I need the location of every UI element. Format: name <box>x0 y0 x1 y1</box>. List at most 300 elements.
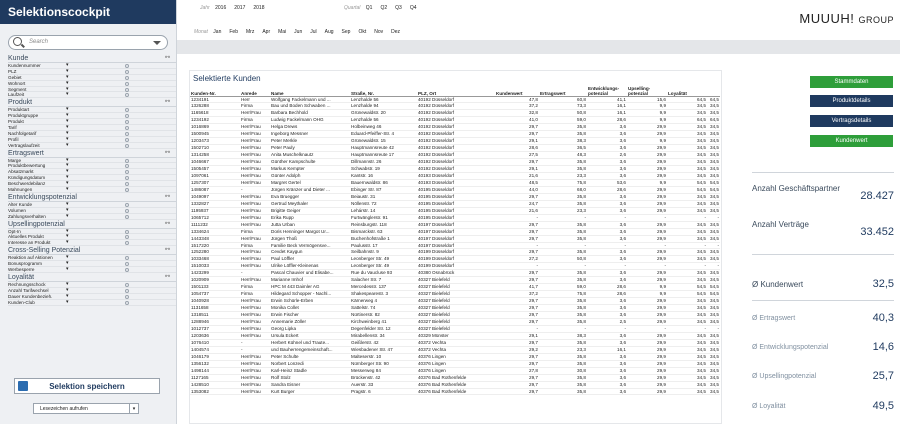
table-cell: 40192 Düsseldorf <box>417 110 495 117</box>
link-icon[interactable]: ⚯ <box>164 193 170 200</box>
table-row[interactable] <box>190 103 720 110</box>
table-cell: 1443348 <box>190 235 240 242</box>
column-header[interactable]: Straße, Nr. <box>350 84 417 96</box>
table-cell: Herr/Frau <box>240 193 270 200</box>
link-icon[interactable]: ⚯ <box>164 273 170 280</box>
table-cell: 29,9 <box>627 159 667 166</box>
chevron-down-icon[interactable]: ▾ <box>66 67 69 74</box>
year-option[interactable]: 2017 <box>234 5 246 11</box>
table-row[interactable] <box>190 96 720 103</box>
table-cell: - <box>587 263 627 270</box>
table-cell: 34,5 <box>707 381 720 388</box>
table-row[interactable] <box>190 305 720 312</box>
chevron-down-icon[interactable]: ▾ <box>66 186 69 193</box>
link-icon[interactable]: ⚯ <box>164 247 170 254</box>
month-option[interactable]: Mai <box>278 29 287 35</box>
chevron-down-icon[interactable]: ▾ <box>66 260 69 267</box>
filter-state-circle[interactable] <box>125 295 129 299</box>
table-row[interactable] <box>190 242 720 249</box>
table-cell: 1097061 <box>190 172 240 179</box>
table-cell: Firma <box>240 284 270 291</box>
table-cell: 34,5 <box>707 207 720 214</box>
quarter-option[interactable]: Q3 <box>395 5 402 11</box>
table-cell: 29,9 <box>627 360 667 367</box>
chevron-down-icon[interactable] <box>153 41 161 45</box>
table-cell: 3,6 <box>587 145 627 152</box>
table-row[interactable] <box>190 249 720 256</box>
filter-field[interactable] <box>8 300 176 306</box>
table-cell: 3,6 <box>587 367 627 374</box>
contract-details-button[interactable]: Vertragsdetails <box>810 115 893 127</box>
chevron-down-icon[interactable]: ▾ <box>66 298 69 305</box>
month-option[interactable]: Feb <box>229 29 238 35</box>
table-row[interactable] <box>190 200 720 207</box>
chevron-down-icon[interactable]: ▾ <box>66 266 69 273</box>
bookmark-select[interactable] <box>33 403 139 414</box>
chevron-down-icon[interactable]: ▾ <box>66 112 69 119</box>
table-cell: 40192 Düsseldorf <box>417 131 495 138</box>
table-cell: Herr/Frau <box>240 374 270 381</box>
customer-value-button[interactable]: Kundenwert <box>810 135 893 147</box>
score-development-potential <box>752 341 894 353</box>
table-cell: Herr/Frau <box>240 256 270 263</box>
link-icon[interactable]: ⚯ <box>164 220 170 227</box>
table-cell: Nürnberger Str. 90 <box>350 360 417 367</box>
chevron-down-icon[interactable]: ▾ <box>66 141 69 148</box>
table-cell: 44,0 <box>495 186 539 193</box>
month-option[interactable]: Mrz <box>245 29 255 35</box>
quarter-option[interactable]: Q1 <box>365 5 373 11</box>
filter-field-label: Profil <box>8 136 19 142</box>
table-row[interactable] <box>190 152 720 159</box>
link-icon[interactable]: ⚯ <box>164 99 170 106</box>
filter-state-circle[interactable] <box>125 76 129 80</box>
year-filter <box>200 5 273 11</box>
month-label: Monat <box>194 29 208 35</box>
table-cell: 34,5 <box>667 131 707 138</box>
table-cell: Herr/Frau <box>240 319 270 326</box>
table-cell: Holbeinweg 46 <box>350 124 417 131</box>
filter-field-label: Tarif <box>8 125 17 131</box>
table-row[interactable] <box>190 117 720 124</box>
filter-state-circle[interactable] <box>125 108 129 112</box>
table-row[interactable] <box>190 179 720 186</box>
table-row[interactable] <box>190 131 720 138</box>
filter-field-label: Volumen <box>8 207 26 213</box>
year-option[interactable]: 2016 <box>215 5 227 11</box>
table-cell: - <box>539 263 587 270</box>
table-cell: 73,3 <box>539 103 587 110</box>
table-row[interactable] <box>190 235 720 242</box>
product-details-button[interactable]: Produktdetails <box>810 95 893 107</box>
table-cell: 29,7 <box>495 159 539 166</box>
filter-state-circle[interactable] <box>125 215 129 219</box>
filter-section-header[interactable] <box>8 246 176 255</box>
table-row[interactable] <box>190 312 720 319</box>
filter-field-label: Opt-In <box>8 228 21 234</box>
year-label: Jahr <box>200 5 210 11</box>
table-cell: 64,5 <box>667 96 707 103</box>
month-option[interactable]: Okt <box>358 29 367 35</box>
month-filter <box>194 29 408 35</box>
filter-section-header[interactable] <box>8 273 176 282</box>
filter-field-label: Aktuelles Produkt <box>8 234 44 240</box>
table-cell: Firma <box>240 103 270 110</box>
table-row[interactable] <box>190 270 720 277</box>
month-option[interactable]: Aug <box>324 29 334 35</box>
chevron-down-icon[interactable]: ▾ <box>66 162 69 169</box>
table-cell: 34,5 <box>667 166 707 173</box>
table-row[interactable] <box>190 319 720 326</box>
table-row[interactable] <box>190 186 720 193</box>
kpi-contracts <box>752 220 894 244</box>
table-row[interactable] <box>190 256 720 263</box>
table-cell: Herr/Frau <box>240 152 270 159</box>
chevron-down-icon[interactable]: ▾ <box>66 239 69 246</box>
table-cell: 35,8 <box>539 360 587 367</box>
table-cell: 35,8 <box>539 193 587 200</box>
filter-state-circle[interactable] <box>125 132 129 136</box>
table-cell: 53,6 <box>587 179 627 186</box>
table-cell: Herr/Frau <box>240 145 270 152</box>
month-option[interactable]: Dez <box>391 29 401 35</box>
filter-state-circle[interactable] <box>125 138 129 142</box>
month-option[interactable]: Jun <box>294 29 303 35</box>
table-cell: 40327 Bielefeld <box>417 284 495 291</box>
table-cell: 34,5 <box>707 388 720 395</box>
table-cell: 40376 Lingen <box>417 353 495 360</box>
table-cell: 48,5 <box>495 179 539 186</box>
table-cell: 34,5 <box>707 298 720 305</box>
filter-state-circle[interactable] <box>125 88 129 92</box>
table-cell: 1203473 <box>190 138 240 145</box>
table-cell: 34,5 <box>667 200 707 207</box>
table-cell: - <box>495 325 539 332</box>
filter-state-circle[interactable] <box>125 126 129 130</box>
chevron-down-icon[interactable]: ▾ <box>129 404 138 413</box>
filter-state-circle[interactable] <box>125 182 129 186</box>
table-cell: 40376 Bad Rothenfelde <box>417 388 495 395</box>
table-cell: 29,7 <box>495 319 539 326</box>
filter-state-circle[interactable] <box>125 70 129 74</box>
chevron-down-icon[interactable]: ▾ <box>66 156 69 163</box>
table-cell: 29,9 <box>627 270 667 277</box>
filter-section-title: Upsellingpotenzial <box>8 220 65 228</box>
table-row[interactable] <box>190 221 720 228</box>
filter-state-circle[interactable] <box>125 203 129 207</box>
table-cell: - <box>627 214 667 221</box>
table-cell: 29,7 <box>495 374 539 381</box>
table-cell: 3,6 <box>587 249 627 256</box>
table-cell: 1046179 <box>190 353 240 360</box>
table-row[interactable] <box>190 277 720 284</box>
filter-field-label: Kündigungsdatum <box>8 175 46 181</box>
filter-section-header[interactable] <box>8 149 176 158</box>
table-cell: 1318511 <box>190 312 240 319</box>
table-cell: - <box>495 263 539 270</box>
kpi-value: 28.427 <box>860 190 894 202</box>
filter-state-circle[interactable] <box>125 64 129 68</box>
table-row[interactable] <box>190 214 720 221</box>
table-cell: 35,8 <box>539 159 587 166</box>
month-option[interactable]: Sep <box>341 29 351 35</box>
search-input[interactable] <box>8 35 168 50</box>
table-row[interactable] <box>190 138 720 145</box>
table-cell: 1054737 <box>190 291 240 298</box>
chevron-down-icon[interactable]: ▾ <box>66 180 69 187</box>
chevron-down-icon[interactable]: ▾ <box>66 106 69 113</box>
score-value: 14,6 <box>872 341 894 353</box>
year-option[interactable]: 2018 <box>253 5 265 11</box>
table-cell: 3,6 <box>587 207 627 214</box>
table-row[interactable] <box>190 166 720 173</box>
filter-section-header[interactable] <box>8 220 176 229</box>
month-option[interactable]: Apr <box>262 29 271 35</box>
quarter-option[interactable]: Q4 <box>409 5 417 11</box>
filter-state-circle[interactable] <box>125 289 129 293</box>
table-cell: 34,5 <box>667 152 707 159</box>
table-cell: 40327 Bielefeld <box>417 319 495 326</box>
table-cell: 1203636 <box>190 332 240 339</box>
column-header[interactable]: Kunden-Nr. <box>190 84 240 96</box>
table-row[interactable] <box>190 325 720 332</box>
save-selection-button[interactable] <box>14 378 160 394</box>
month-option[interactable]: Jul <box>310 29 317 35</box>
table-cell: 29,7 <box>495 235 539 242</box>
table-row[interactable] <box>190 284 720 291</box>
table-row[interactable] <box>190 207 720 214</box>
column-header[interactable]: PLZ, Ort <box>417 84 495 96</box>
chevron-down-icon[interactable]: ▾ <box>66 286 69 293</box>
filter-state-circle[interactable] <box>125 188 129 192</box>
filter-state-circle[interactable] <box>125 235 129 239</box>
filter-section-header[interactable] <box>8 54 176 63</box>
table-cell: 3,6 <box>587 221 627 228</box>
table-cell: 40195 Düsseldorf <box>417 193 495 200</box>
filter-field-label: Kunden-Club <box>8 299 35 305</box>
score-label: Ø Entwicklungspotenzial <box>752 344 829 351</box>
table-row[interactable] <box>190 388 720 395</box>
chevron-down-icon[interactable]: ▾ <box>66 254 69 261</box>
chevron-down-icon[interactable]: ▾ <box>66 292 69 299</box>
table-cell: 34,5 <box>667 193 707 200</box>
table-cell: 29,7 <box>495 249 539 256</box>
month-option[interactable]: Nov <box>374 29 384 35</box>
column-header[interactable]: Anrede <box>240 84 270 96</box>
filter-state-circle[interactable] <box>125 283 129 287</box>
filter-section-header[interactable] <box>8 193 176 202</box>
table-row[interactable] <box>190 291 720 298</box>
table-row[interactable] <box>190 263 720 270</box>
table-cell: 3,6 <box>587 200 627 207</box>
table-row[interactable] <box>190 172 720 179</box>
chevron-down-icon[interactable]: ▾ <box>66 118 69 125</box>
table-row[interactable] <box>190 193 720 200</box>
chevron-down-icon[interactable]: ▾ <box>66 227 69 234</box>
filter-state-circle[interactable] <box>125 268 129 272</box>
table-cell: Kirchweinberg 41 <box>350 319 417 326</box>
table-cell: 1131658 <box>190 305 240 312</box>
gray-separator-bar <box>177 40 900 54</box>
column-header[interactable]: Kundenwert <box>495 84 539 96</box>
table-cell: Jürgen Kränzer und Dieter ... <box>270 186 350 193</box>
filter-state-circle[interactable] <box>125 159 129 163</box>
table-row[interactable] <box>190 339 720 346</box>
column-header[interactable]: Entwicklungs-potenzial <box>587 84 627 96</box>
table-cell: 3,6 <box>587 388 627 395</box>
chevron-down-icon[interactable]: ▾ <box>66 206 69 213</box>
filter-state-circle[interactable] <box>125 230 129 234</box>
chevron-down-icon[interactable]: ▾ <box>66 280 69 287</box>
filter-state-circle[interactable] <box>125 209 129 213</box>
filter-state-circle[interactable] <box>125 256 129 260</box>
table-cell: 1020909 <box>190 277 240 284</box>
filter-state-circle[interactable] <box>125 241 129 245</box>
table-cell: 29,7 <box>495 221 539 228</box>
month-option[interactable]: Jan <box>213 29 222 35</box>
chevron-down-icon[interactable]: ▾ <box>66 79 69 86</box>
table-cell: 28,6 <box>495 145 539 152</box>
table-cell: 34,5 <box>707 221 720 228</box>
table-cell: 40197 Düsseldorf <box>417 242 495 249</box>
chevron-down-icon[interactable]: ▾ <box>66 73 69 80</box>
column-header[interactable]: Name <box>270 84 350 96</box>
table-cell: Günter Adolph <box>270 172 350 179</box>
column-header[interactable]: Loyalität <box>667 84 707 96</box>
chevron-down-icon[interactable]: ▾ <box>66 174 69 181</box>
table-cell: Herr/Frau <box>240 367 270 374</box>
chevron-down-icon[interactable]: ▾ <box>66 129 69 136</box>
quarter-option[interactable]: Q2 <box>380 5 388 11</box>
link-icon[interactable]: ⚯ <box>164 55 170 61</box>
link-icon[interactable]: ⚯ <box>164 149 170 156</box>
table-row[interactable] <box>190 367 720 374</box>
master-data-button[interactable]: Stammdaten <box>810 76 893 88</box>
table-row[interactable] <box>190 159 720 166</box>
filter-state-circle[interactable] <box>125 301 129 305</box>
chevron-down-icon[interactable]: ▾ <box>66 85 69 92</box>
chevron-down-icon[interactable]: ▾ <box>66 91 69 98</box>
column-header[interactable]: Ertragswert <box>539 84 587 96</box>
chevron-down-icon[interactable]: ▾ <box>66 212 69 219</box>
filter-state-circle[interactable] <box>125 120 129 124</box>
search-icon <box>13 37 22 46</box>
filter-state-circle[interactable] <box>125 164 129 168</box>
score-label: Ø Upsellingpotenzial <box>752 373 817 380</box>
table-cell: - <box>667 214 707 221</box>
column-header[interactable] <box>707 84 720 96</box>
table-cell: Hildegard Schopper - Nachl... <box>270 291 350 298</box>
table-cell: Erwin Schürle-Erben <box>270 298 350 305</box>
table-cell: Herr/Frau <box>240 214 270 221</box>
table-cell: 54,5 <box>667 179 707 186</box>
table-row[interactable] <box>190 332 720 339</box>
quarter-filter <box>344 5 424 11</box>
table-cell: 34,5 <box>707 256 720 263</box>
table-cell: 34,5 <box>707 249 720 256</box>
table-cell: 40327 Bielefeld <box>417 291 495 298</box>
divider <box>752 254 894 255</box>
table-cell: 34,5 <box>707 367 720 374</box>
table-cell: Georg Lipka <box>270 325 350 332</box>
table-row[interactable] <box>190 346 720 353</box>
filter-state-circle[interactable] <box>125 82 129 86</box>
table-cell: Jutta Urban <box>270 221 350 228</box>
table-cell: Leonberger Str. 49 <box>350 263 417 270</box>
table-row[interactable] <box>190 228 720 235</box>
chevron-down-icon[interactable]: ▾ <box>66 124 69 131</box>
table-cell: 1257307 <box>190 179 240 186</box>
chevron-down-icon[interactable]: ▾ <box>66 168 69 175</box>
table-cell: Firma <box>240 242 270 249</box>
filter-state-circle[interactable] <box>125 176 129 180</box>
table-cell: 34,5 <box>667 339 707 346</box>
table-row[interactable] <box>190 360 720 367</box>
table-cell: Wiesbadener Str. 47 <box>350 346 417 353</box>
chevron-down-icon[interactable]: ▾ <box>66 200 69 207</box>
filter-field-label: Produktart <box>8 107 30 113</box>
table-row[interactable] <box>190 110 720 117</box>
chevron-down-icon[interactable]: ▾ <box>66 233 69 240</box>
table-cell: 64,5 <box>707 117 720 124</box>
table-row[interactable] <box>190 381 720 388</box>
table-row[interactable] <box>190 353 720 360</box>
table-cell: - <box>240 339 270 346</box>
filter-state-circle[interactable] <box>125 144 129 148</box>
table-row[interactable] <box>190 145 720 152</box>
chevron-down-icon[interactable]: ▾ <box>66 135 69 142</box>
table-cell: Reinsburgstr. 118 <box>350 221 417 228</box>
column-header[interactable]: Upselling-potenzial <box>627 84 667 96</box>
customer-table <box>190 84 720 395</box>
table-cell: Herr/Frau <box>240 388 270 395</box>
table-cell: 40327 Bielefeld <box>417 277 495 284</box>
chevron-down-icon[interactable]: ▾ <box>66 62 69 68</box>
table-cell: 40376 Lingen <box>417 360 495 367</box>
table-cell: 29,9 <box>627 339 667 346</box>
table-row[interactable] <box>190 298 720 305</box>
table-cell: - <box>539 325 587 332</box>
filter-state-circle[interactable] <box>125 262 129 266</box>
table-cell: - <box>667 263 707 270</box>
table-cell: 37,2 <box>495 103 539 110</box>
table-cell: 34,5 <box>667 124 707 131</box>
table-cell: - <box>587 242 627 249</box>
table-cell: 34,5 <box>667 374 707 381</box>
table-cell: 3,6 <box>587 124 627 131</box>
filter-section-header[interactable] <box>8 98 176 107</box>
filter-state-circle[interactable] <box>125 93 129 97</box>
table-cell: 3,6 <box>587 256 627 263</box>
table-cell: Ebinger Str. 87 <box>350 186 417 193</box>
table-cell: 40197 Düsseldorf <box>417 228 495 235</box>
filter-state-circle[interactable] <box>125 170 129 174</box>
table-cell: 34,5 <box>707 145 720 152</box>
filter-state-circle[interactable] <box>125 114 129 118</box>
table-cell: 1195937 <box>190 207 240 214</box>
table-cell: Herr/Frau <box>240 353 270 360</box>
table-cell: 1234192 <box>190 117 240 124</box>
table-row[interactable] <box>190 124 720 131</box>
table-row[interactable] <box>190 374 720 381</box>
table-cell: 34,5 <box>707 172 720 179</box>
table-cell: 3,6 <box>587 228 627 235</box>
filter-field-label: Dauer Kundenbezieh. <box>8 293 53 299</box>
table-cell: - <box>587 214 627 221</box>
table-cell: Grünewaldstr. 15 <box>350 138 417 145</box>
table-cell: 1111232 <box>190 221 240 228</box>
table-cell: 29,9 <box>627 235 667 242</box>
